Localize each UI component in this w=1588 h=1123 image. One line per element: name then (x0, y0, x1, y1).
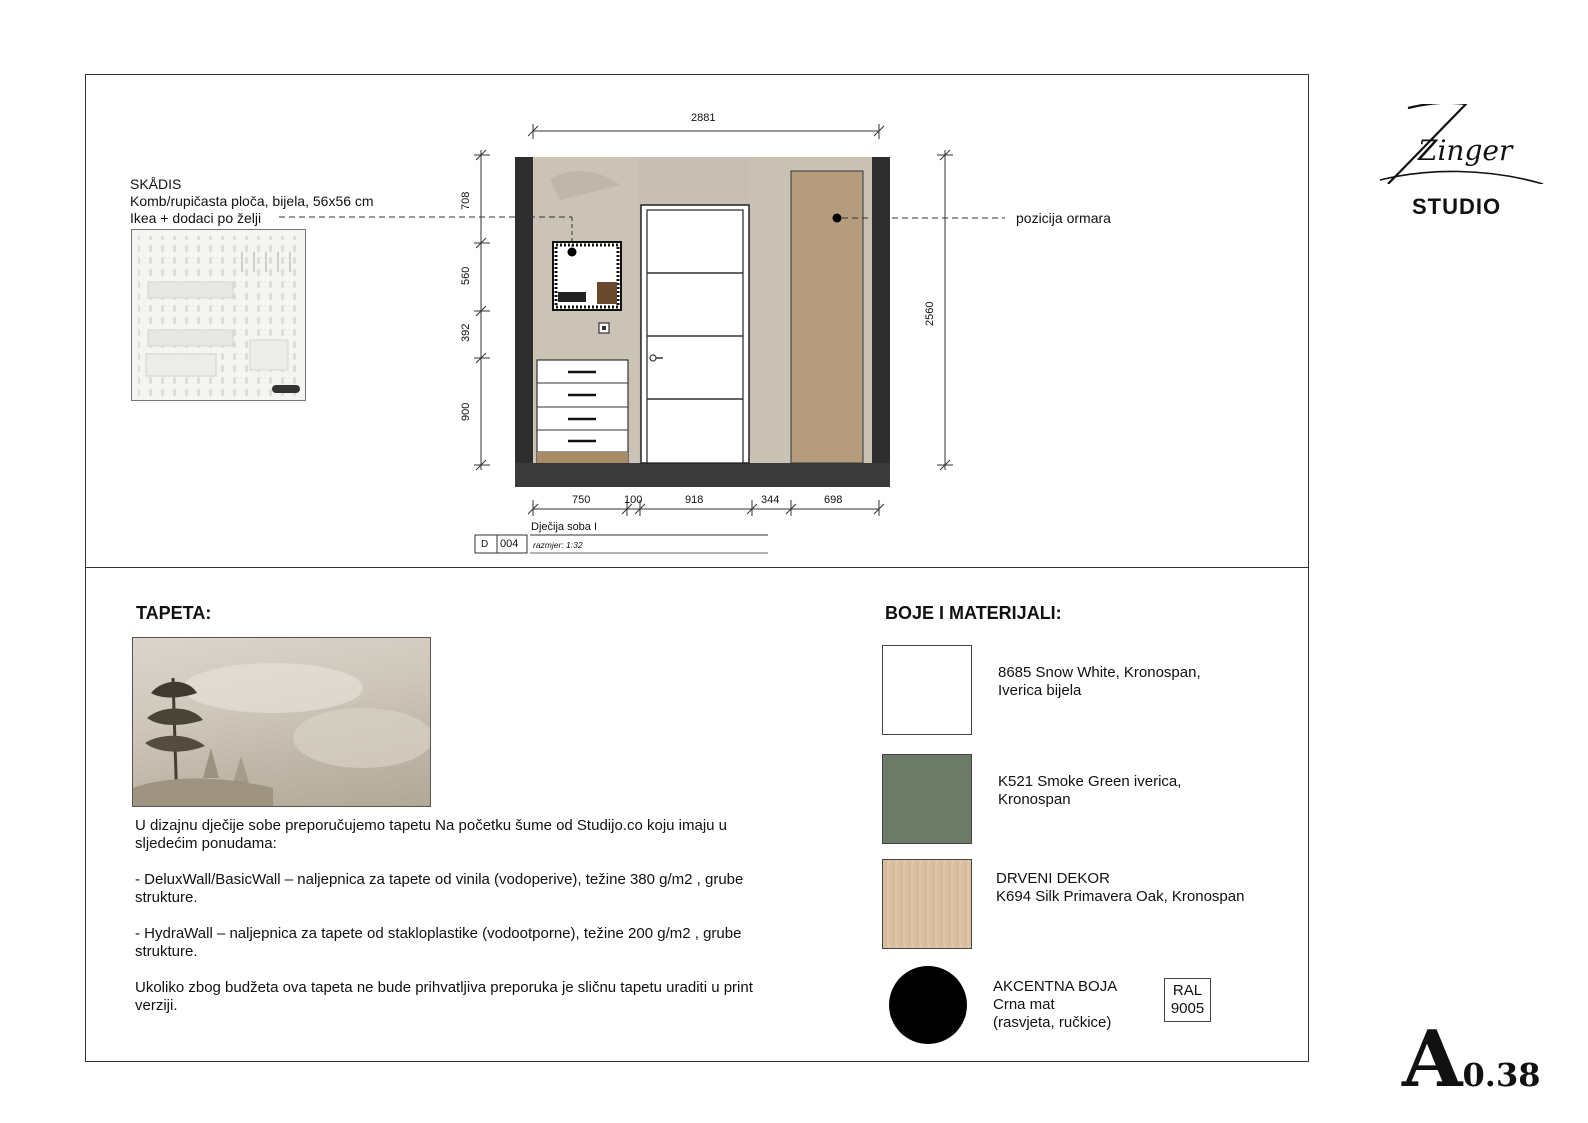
skadis-pegboard-image (131, 229, 306, 401)
dim-top: 2881 (691, 112, 716, 124)
dim-right-2560: 2560 (924, 301, 936, 326)
material-snow-white-line1: 8685 Snow White, Kronospan, (998, 664, 1201, 681)
material-snow-white-line2: Iverica bijela (998, 682, 1082, 699)
ral-label: RAL (1172, 982, 1203, 999)
wallpaper-image (132, 637, 431, 807)
dim-bottom-344: 344 (761, 494, 780, 506)
skadis-label (130, 176, 374, 227)
tapeta-title: TAPETA: (136, 603, 212, 623)
tapeta-description (135, 817, 755, 1015)
drawing-letter: D (481, 539, 489, 550)
drawing-name: Dječija soba I (531, 521, 598, 533)
dim-bottom-698: 698 (824, 494, 843, 506)
dim-bottom-750: 750 (572, 494, 591, 506)
dim-bottom-100: 100 (624, 494, 643, 506)
pegboard-illustration (132, 230, 306, 401)
dim-left-392: 392 (460, 323, 472, 342)
dim-bottom-918: 918 (685, 494, 704, 506)
skadis-line2: Ikea + dodaci po želji (130, 210, 262, 226)
material-smoke-green-line2: Kronospan (998, 791, 1071, 808)
tapeta-paragraph-4: Ukoliko zbog budžeta ova tapeta ne bude prihvatljiva preporuka je sličnu tapetu uraditi u print verziji. (135, 979, 753, 1014)
swatch-accent-black (889, 966, 967, 1044)
material-smoke-green-line1: K521 Smoke Green iverica, (998, 773, 1182, 790)
dim-left-708: 708 (460, 191, 472, 210)
drawing-number: 004 (500, 538, 519, 550)
ral-number: 9005 (1170, 1000, 1205, 1017)
material-snow-white (998, 664, 1201, 700)
material-accent (993, 978, 1117, 1032)
tapeta-paragraph-3: - HydraWall – naljepnica za tapete od stakloplastike (vodootporne), težine 200 g/m2 , grube strukture. (135, 925, 742, 960)
material-accent-line2: Crna mat (993, 996, 1055, 1013)
swatch-wood-oak (882, 859, 972, 949)
tapeta-paragraph-2: - DeluxWall/BasicWall – naljepnica za tapete od vinila (vodoperive), težine 380 g/m2 , grube strukture. (135, 871, 744, 906)
skadis-name: SKÅDIS (130, 176, 182, 192)
material-smoke-green (998, 773, 1181, 809)
ral-code-box (1164, 978, 1211, 1022)
page-number (1402, 1014, 1552, 1105)
materials-title: BOJE I MATERIJALI: (885, 603, 1062, 623)
forest-illustration (133, 638, 431, 807)
page-number-digits: 0.38 (1462, 1056, 1541, 1094)
material-accent-line3: (rasvjeta, ručkice) (993, 1014, 1112, 1031)
logo-studio: STUDIO (1412, 194, 1502, 219)
material-wood (996, 870, 1244, 906)
tapeta-paragraph-1: U dizajnu dječije sobe preporučujemo tapetu Na početku šume od Studijo.co koju imaju u sljedećim ponudama: (135, 817, 728, 852)
swatch-snow-white (882, 645, 972, 735)
material-wood-line1: DRVENI DEKOR (996, 870, 1110, 887)
swatch-smoke-green (882, 754, 972, 844)
material-accent-line1: AKCENTNA BOJA (993, 978, 1118, 995)
dim-left-560: 560 (460, 266, 472, 285)
drawing-scale: razmjer: 1:32 (533, 540, 583, 550)
skadis-line1: Komb/rupičasta ploča, bijela, 56x56 cm (130, 193, 374, 209)
material-wood-line2: K694 Silk Primavera Oak, Kronospan (996, 888, 1245, 905)
page-number-letter: A (1402, 1014, 1463, 1105)
wardrobe-position-label: pozicija ormara (1016, 210, 1111, 226)
logo-script: Zinger (1418, 134, 1513, 167)
dim-left-900: 900 (460, 402, 472, 421)
